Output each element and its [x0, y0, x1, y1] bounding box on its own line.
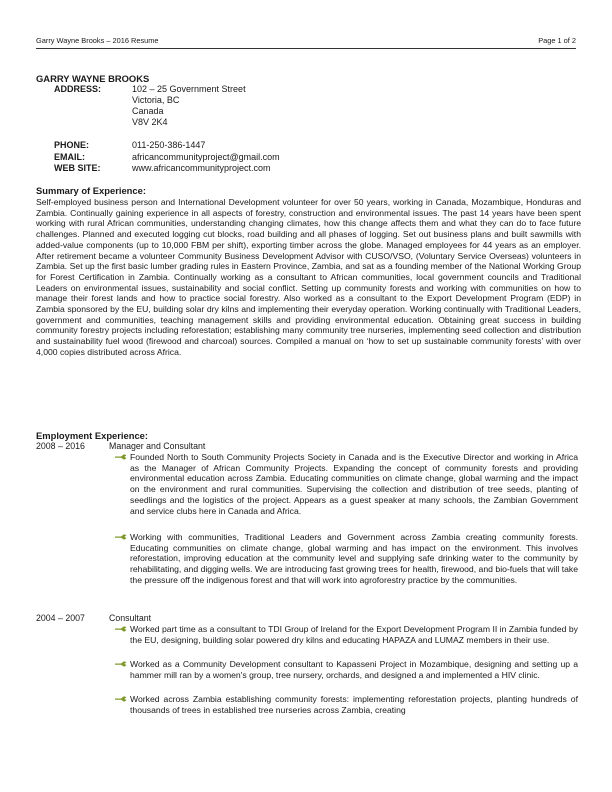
job-bullet: [130, 452, 578, 516]
employment-heading: Employment Experience:: [36, 430, 149, 441]
bullet-text: Worked as a Community Development consultant to Kapasseni Project in Mozambique, designing and setting up a hammer mill ran by a women's group, tree nursery, orchards, and designed a and implemented a HIV clinic.: [130, 659, 578, 680]
resume-name: GARRY WAYNE BROOKS: [36, 73, 150, 84]
job-title: Consultant: [109, 613, 152, 623]
website-value: www.africancommunityproject.com: [132, 163, 271, 173]
job-date-range: 2008 – 2016: [36, 441, 85, 451]
website-label: WEB SITE:: [54, 163, 101, 173]
summary-heading: Summary of Experience:: [36, 185, 146, 196]
address-line: 102 – 25 Government Street: [132, 84, 246, 94]
bullet-text: Worked part time as a consultant to TDI Group of Ireland for the Export Development Program II in Zambia funded by the EU, designing, building solar powered dry kilns and educating HAPAZA and LUMAZ members in their use.: [130, 624, 578, 645]
address-line: V8V 2K4: [132, 117, 168, 127]
job-bullet: [130, 694, 578, 715]
pointing-hand-icon: [115, 660, 127, 668]
job-title: Manager and Consultant: [109, 441, 206, 451]
job-bullet: [130, 532, 578, 586]
phone-value: 011-250-386-1447: [132, 140, 206, 150]
summary-text: Self-employed business person and International Development volunteer for over 50 years, working in Canada, Mozambique, Honduras and Zambia. Continually gaining experience in all aspects of forestry, construction and environmental issues. The past 14 years have been spent working with rural African communities, understanding changing climates, how this change affects them and what they can do to face future challenges. Planned and executed logging cut blocks, road building and all phases of logging. Set out business plans and built sawmills with added-value components (up to 10,000 FBM per shift), exporting timber across the globe. Managed employees for 44 years as an employer. After retirement became a volunteer Community Business Development Advisor with CUSO/VSO, (Voluntary Service Overseas) volunteers in Zambia. Set up the first basic lumber grading rules in Eastern Province, Zambia, and sat as a founding member of the National Working Group for Forest Certification in Zambia. Continually working as a consultant to African communities, local government councils and Traditional Leaders on environmental issues, sustainability and social conflict. Setting up community forests and working with communities on how to manage their forest lands and how to practice social forestry. Also worked as a consultant to the Export Development Program (EDP) in Zambia sponsored by the EU, building solar dry kilns and implementing their everyday operation. Working continually with Traditional Leaders, government and communities, teaching management skills and providing environmental education. Obtaining great success in building community forestry projects including reforestation; establishing many community tree nurseries, implementing seed collection and distribution and sustainability fuel wood (firewood and charcoal) sources. Compiled a manual on ‘how to set up sustainable community forests’ with over 4,000 copies distributed across Africa.: [36, 197, 581, 357]
bullet-text: Working with communities, Traditional Leaders and Government across Zambia creating community forests. Educating communities on climate change, global warming and has impact on the environment. This involves reforestation, improving education at the community level and supplying safe drinking water to the community by rehabilitating, and digging wells. We are introducing fast growing trees for health, firewood, and bio-fuels that will take the pressure off the indigenous forest and that will work into agroforestry practice by the communities.: [130, 532, 578, 585]
address-line: Victoria, BC: [132, 95, 180, 105]
job-entry: [36, 441, 205, 451]
page-number: Page 1 of 2: [538, 36, 576, 45]
phone-label: PHONE:: [54, 140, 90, 150]
job-bullet: [130, 624, 578, 645]
job-bullet: [130, 659, 578, 680]
job-date-range: 2004 – 2007: [36, 613, 85, 623]
bullet-text: Worked across Zambia establishing community forests: implementing reforestation projects, planting hundreds of thousands of trees in established tree nurseries across Zambia, creating: [130, 694, 578, 715]
email-label: EMAIL:: [54, 152, 85, 162]
pointing-hand-icon: [115, 625, 127, 633]
bullet-text: Founded North to South Community Projects Society in Canada and is the Executive Director and working in Africa as the Manager of African Community Projects. Expanding the concept of community forests and providing environmental education across Zambia. Educating communities on climate change, global warming and the impact on the environment and rural communities. Supervising the collection and distribution of tree seeds, planting of seedlings and the logistics of the project. Appears as a guest speaker at many schools, the Zambian Government and service clubs here in Canada and Africa.: [130, 452, 578, 516]
pointing-hand-icon: [115, 453, 127, 461]
address-label: ADDRESS:: [54, 84, 102, 94]
job-entry: [36, 613, 151, 623]
pointing-hand-icon: [115, 695, 127, 703]
page-header: [36, 36, 576, 49]
header-title: Garry Wayne Brooks – 2016 Resume: [36, 36, 159, 45]
pointing-hand-icon: [115, 533, 127, 541]
address-line: Canada: [132, 106, 164, 116]
email-value: africancommunityproject@gmail.com: [132, 152, 280, 162]
